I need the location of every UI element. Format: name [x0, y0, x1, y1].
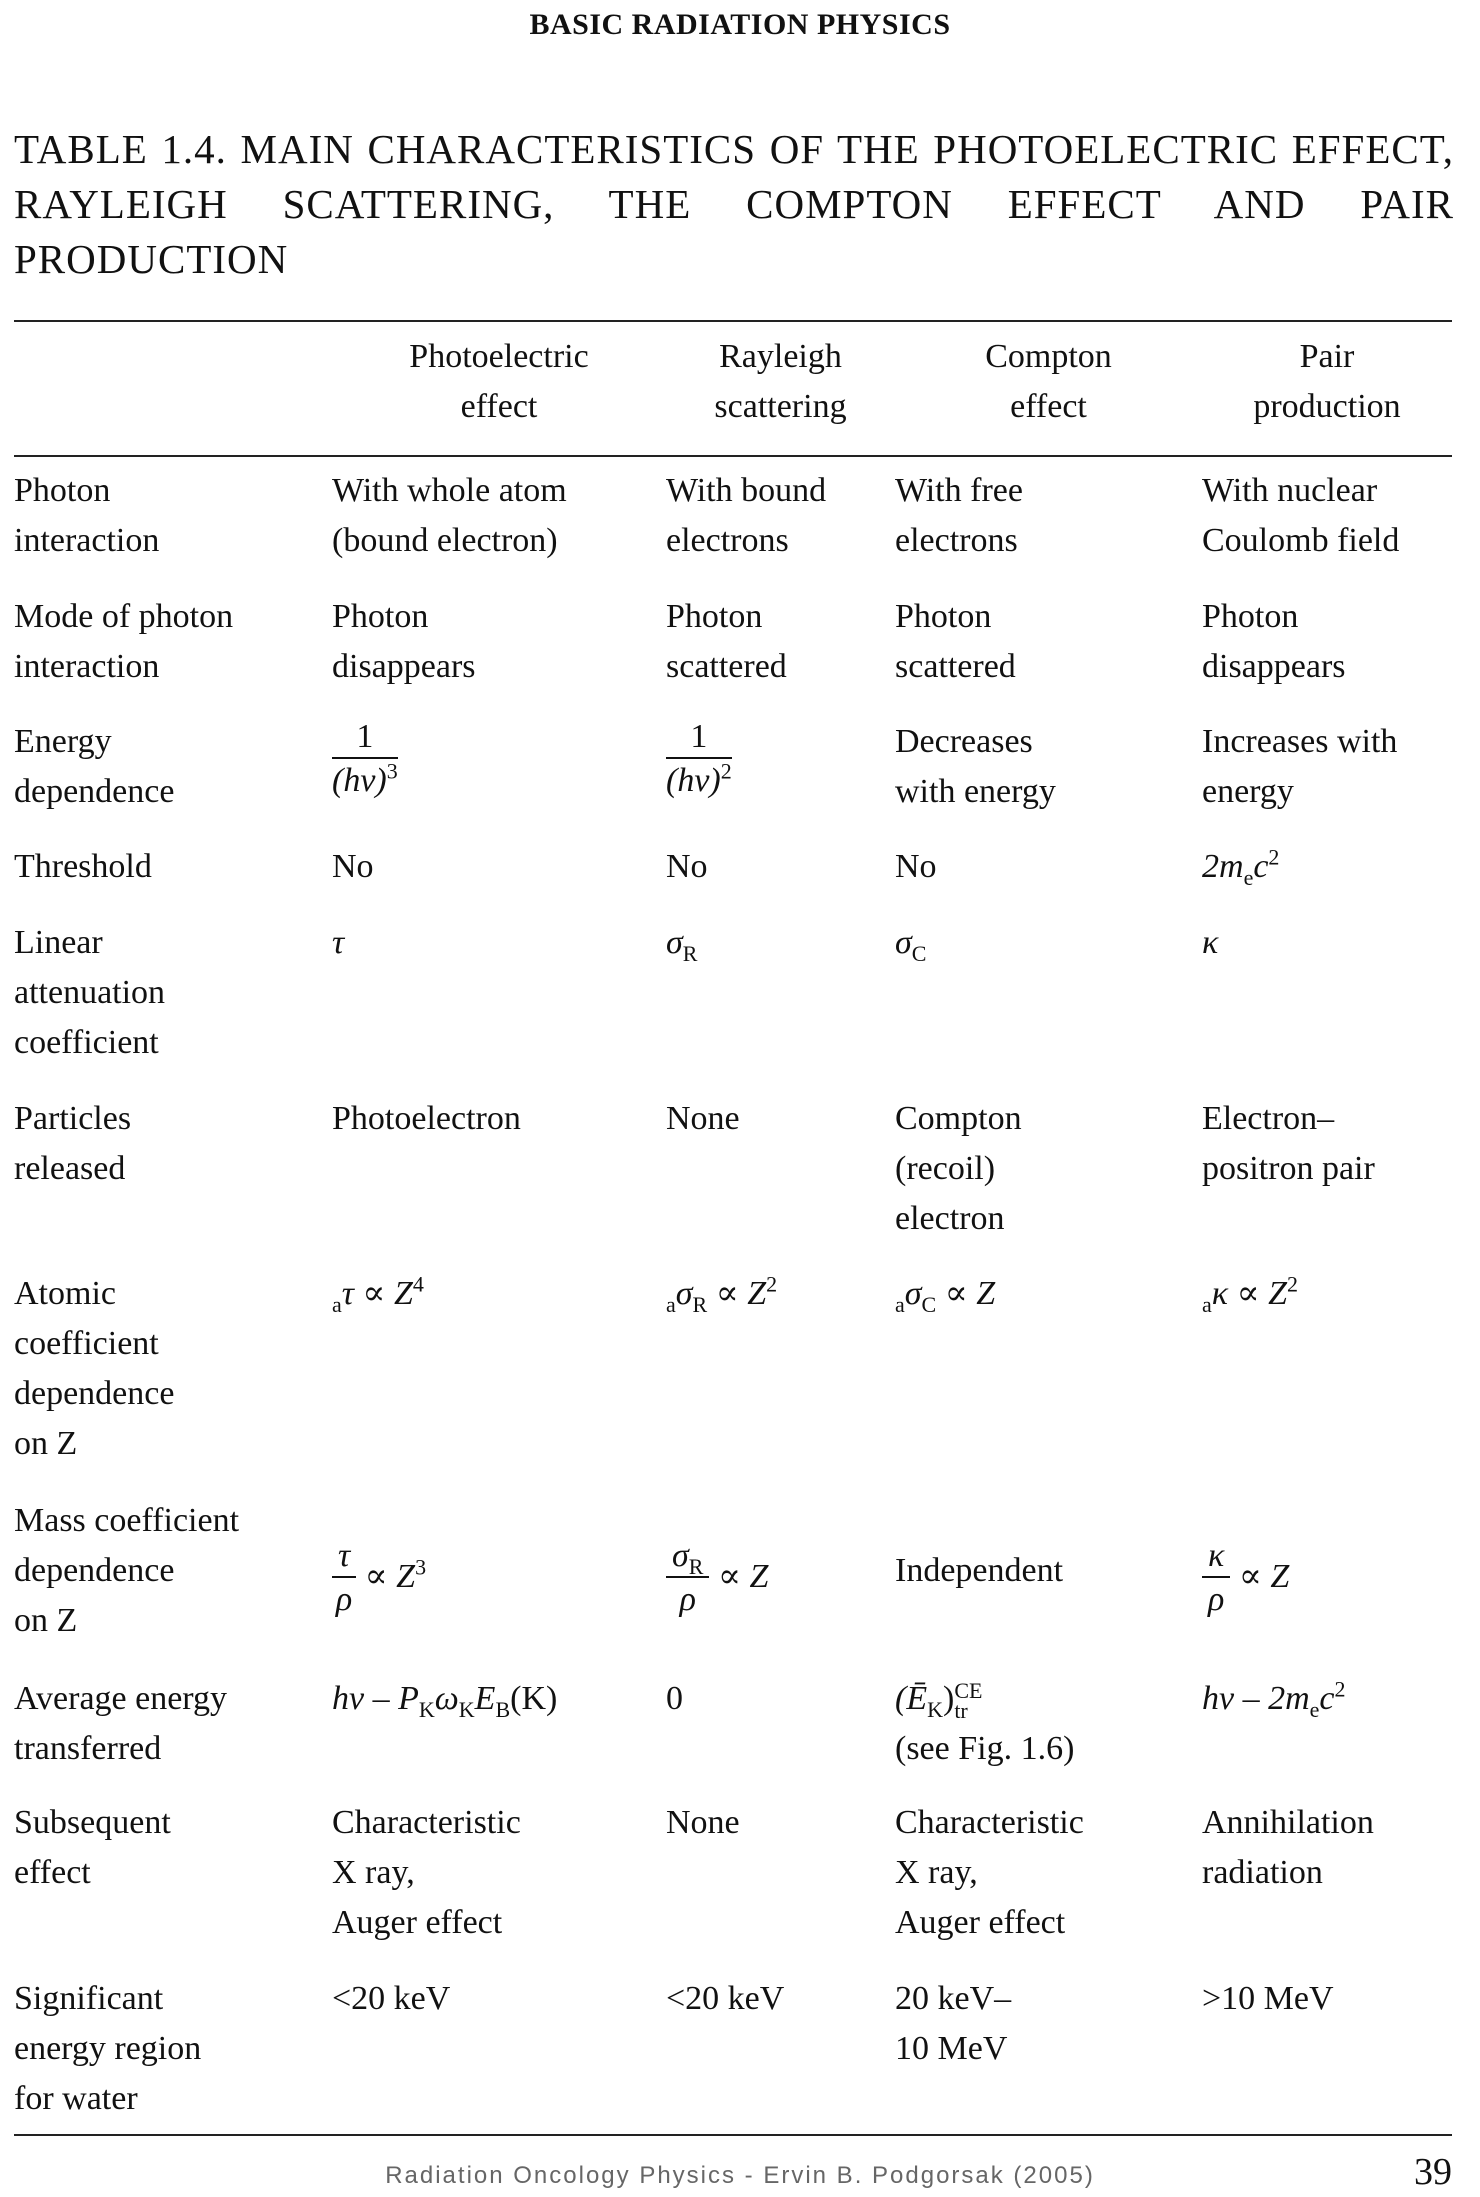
math: ) [942, 1680, 955, 1717]
cell: Photon disappears [332, 598, 476, 685]
cell [332, 707, 666, 832]
table-row [14, 908, 1452, 1084]
superscript: 3 [415, 1554, 427, 1580]
row-label: Linear attenuation coefficient [14, 924, 166, 1061]
math: ∝ Z [936, 1275, 996, 1312]
subscript: a [1202, 1291, 1212, 1317]
numerator: 1 [666, 717, 732, 759]
math: E [474, 1680, 496, 1717]
subscript: K [458, 1696, 475, 1722]
denominator [666, 759, 732, 803]
cell [332, 1259, 666, 1486]
cell: <20 keV [666, 1980, 785, 2017]
denominator [332, 759, 398, 803]
fraction [332, 1536, 356, 1622]
cell [332, 908, 666, 1084]
table-row [14, 1964, 1452, 2124]
subscript: e [1309, 1696, 1320, 1722]
fraction [1202, 1536, 1230, 1622]
math-line [895, 1674, 1202, 1724]
superscript: 2 [766, 1271, 778, 1297]
superscript: 2 [1287, 1271, 1299, 1297]
cell [895, 1259, 1202, 1486]
cell [1202, 1259, 1452, 1486]
numerator: 1 [332, 717, 398, 759]
cell: With free electrons [895, 472, 1023, 559]
subscript: R [682, 940, 698, 966]
fraction [332, 717, 398, 803]
subscript: a [332, 1291, 342, 1317]
cell: 0 [666, 1680, 683, 1717]
cell: No [666, 848, 708, 885]
subscript: tr [954, 1698, 968, 1724]
cell: Increases with energy [1202, 723, 1398, 810]
cell [1202, 832, 1452, 908]
math: τ [332, 924, 345, 961]
cell: No [895, 848, 937, 885]
table-row [14, 582, 1452, 707]
math: ∝ Z [364, 1557, 416, 1595]
cell: >10 MeV [1202, 1980, 1334, 2017]
row-label: Subsequent effect [14, 1804, 171, 1891]
cell: Annihilation radiation [1202, 1804, 1374, 1891]
math: c [1253, 848, 1269, 885]
running-header: BASIC RADIATION PHYSICS [529, 8, 951, 41]
math: κ [1202, 924, 1219, 961]
subscript: R [688, 1553, 704, 1579]
table-row [14, 456, 1452, 582]
row-label: Significant energy region for water [14, 1980, 202, 2117]
math: 2m [1202, 848, 1244, 885]
subscript: C [921, 1291, 937, 1317]
cell [1202, 1486, 1452, 1664]
cell: No [332, 848, 374, 885]
superscript: 2 [1268, 844, 1280, 870]
fraction [666, 717, 732, 803]
table-row [14, 1084, 1452, 1259]
cell: With whole atom (bound electron) [332, 472, 567, 559]
cell: Electron– positron pair [1202, 1100, 1375, 1187]
table-row [14, 1486, 1452, 1664]
den-text: (hν) [332, 762, 387, 799]
cell: Compton (recoil) electron [895, 1100, 1022, 1237]
cell [895, 908, 1202, 1084]
table-title: TABLE 1.4. MAIN CHARACTERISTICS OF THE PHOTOELECTRIC EFFECT, RAYLEIGH SCATTERING, THE COMPTON EFFECT AND PAIR PRODUCTION [14, 126, 1454, 282]
cell: Independent [895, 1552, 1064, 1589]
table-row [14, 1664, 1452, 1788]
math: ∝ Z [717, 1557, 769, 1595]
superscript: 2 [1334, 1676, 1346, 1702]
footer: Radiation Oncology Physics - Ervin B. Podgorsak (2005) [385, 2162, 1095, 2189]
table-row [14, 1259, 1452, 1486]
cell [666, 1259, 895, 1486]
numerator: τ [332, 1536, 356, 1578]
column-header-photoelectric: Photoelectric effect [409, 338, 589, 425]
math: σ [675, 1275, 693, 1312]
exponent: 2 [720, 758, 732, 784]
row-label: Energy dependence [14, 723, 175, 810]
subscript: K [418, 1696, 435, 1722]
superscript: CE [954, 1678, 983, 1704]
column-header-blank [14, 322, 332, 456]
math: τ ∝ Z [341, 1275, 413, 1312]
math: ∝ Z [707, 1275, 767, 1312]
subscript: e [1243, 864, 1254, 890]
cell: None [666, 1100, 740, 1137]
math: σ [904, 1275, 922, 1312]
cell: None [666, 1804, 740, 1841]
cell: With nuclear Coulomb field [1202, 472, 1400, 559]
math: (Ē [895, 1680, 928, 1717]
superscript: 4 [412, 1271, 424, 1297]
table-row [14, 707, 1452, 832]
note: (see Fig. 1.6) [895, 1730, 1075, 1767]
subscript: B [495, 1696, 511, 1722]
row-label: Mode of photon interaction [14, 598, 234, 685]
math: c [1319, 1680, 1335, 1717]
cell: 20 keV– 10 MeV [895, 1980, 1012, 2067]
header-row [14, 322, 1452, 456]
cell: Photon scattered [666, 598, 787, 685]
subscript: a [666, 1291, 676, 1317]
row-label: Mass coefficient dependence on Z [14, 1502, 240, 1639]
numerator: κ [1202, 1536, 1230, 1578]
cell: Photoelectron [332, 1100, 521, 1137]
math: hν – P [332, 1680, 419, 1717]
cell [666, 707, 895, 832]
numerator [666, 1536, 709, 1578]
fraction [666, 1536, 709, 1622]
math: ∝ Z [1238, 1557, 1290, 1595]
cell [1202, 908, 1452, 1084]
cell: With bound electrons [666, 472, 827, 559]
cell: Photon scattered [895, 598, 1016, 685]
exponent: 3 [386, 758, 398, 784]
cell: Decreases with energy [895, 723, 1056, 810]
math: σ [666, 924, 683, 961]
column-header-rayleigh: Rayleigh scattering [714, 338, 847, 425]
cell [1202, 1664, 1452, 1788]
cell [895, 1664, 1202, 1788]
cell [332, 1664, 666, 1788]
den-text: (hν) [666, 762, 721, 799]
row-label: Average energy transferred [14, 1680, 228, 1767]
denominator: ρ [679, 1581, 696, 1618]
row-label: Atomic coefficient dependence on Z [14, 1275, 175, 1462]
cell: <20 keV [332, 1980, 451, 2017]
table-row [14, 832, 1452, 908]
row-label: Threshold [14, 848, 152, 885]
subscript: a [895, 1291, 905, 1317]
cell: Photon disappears [1202, 598, 1346, 685]
denominator: ρ [335, 1581, 353, 1618]
math: σ [895, 924, 912, 961]
math: ω [434, 1680, 459, 1717]
cell [666, 1486, 895, 1664]
table-row [14, 1788, 1452, 1964]
row-label: Photon interaction [14, 472, 160, 559]
page-number: 39 [1414, 2151, 1452, 2193]
math: σ [672, 1537, 689, 1574]
cell: Characteristic X ray, Auger effect [332, 1804, 521, 1941]
math: κ ∝ Z [1211, 1275, 1288, 1312]
row-label: Particles released [14, 1100, 132, 1187]
subscript: K [927, 1696, 943, 1722]
subscript: R [692, 1291, 708, 1317]
sup-sub [954, 1678, 983, 1724]
math: hν – 2m [1202, 1680, 1310, 1717]
bottom-rule [14, 2134, 1452, 2136]
subscript: C [911, 940, 927, 966]
math: (K) [510, 1680, 558, 1717]
column-header-compton: Compton effect [985, 338, 1112, 425]
cell [666, 908, 895, 1084]
cell [332, 1486, 666, 1664]
cell: Characteristic X ray, Auger effect [895, 1804, 1084, 1941]
characteristics-table [14, 322, 1452, 2124]
column-header-pair: Pair production [1253, 338, 1401, 425]
denominator: ρ [1208, 1581, 1225, 1618]
